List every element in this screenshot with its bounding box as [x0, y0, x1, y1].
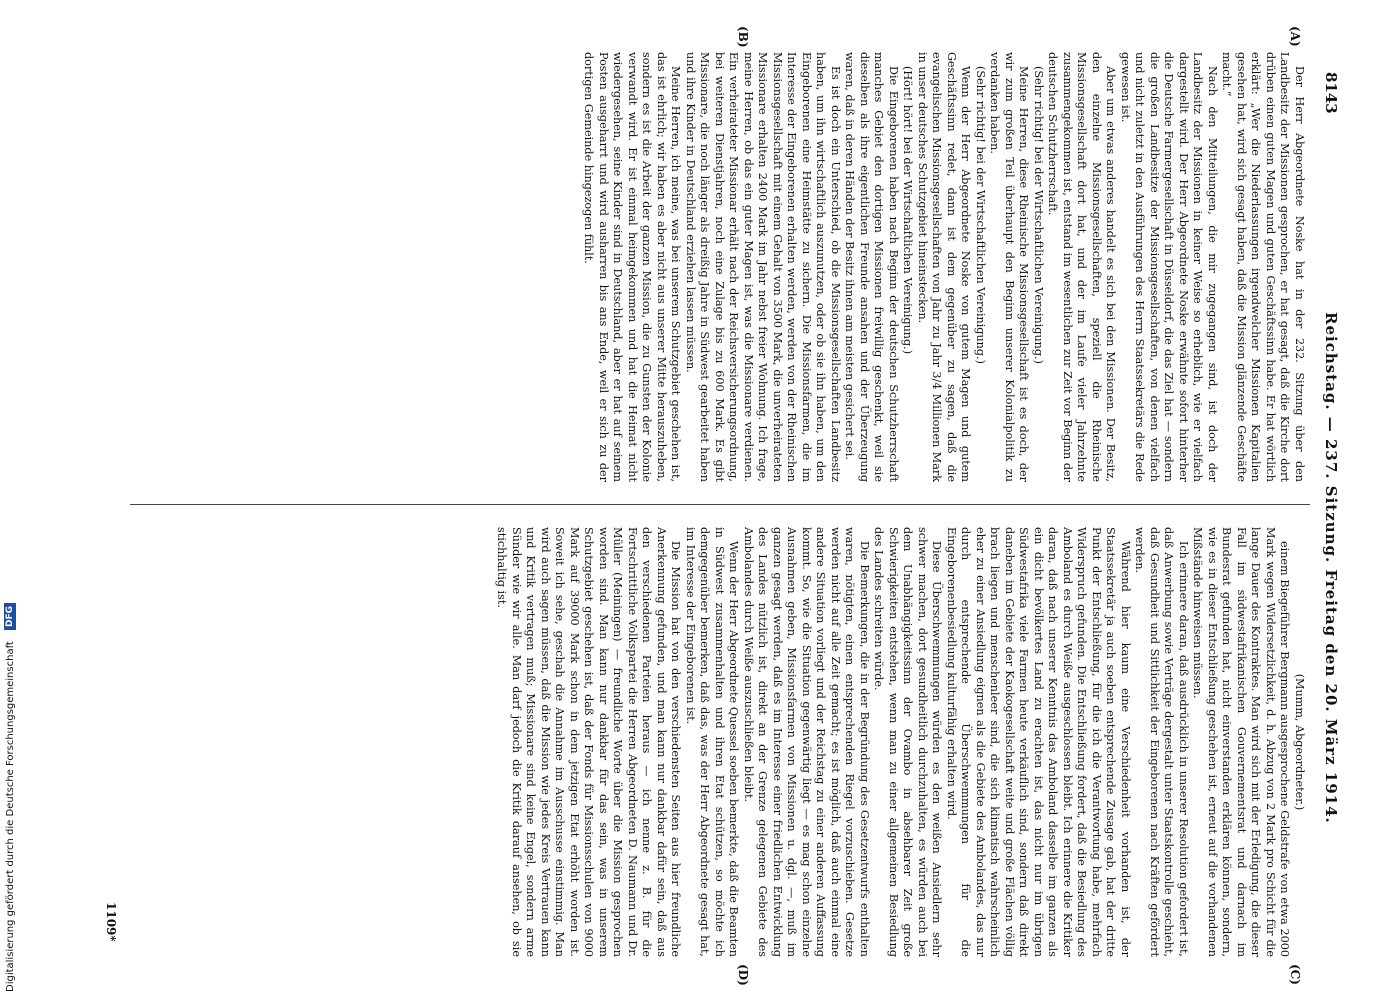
- paragraph: Diese Überschwemmungen würden es den weißen Ansiedlern sehr schwer machen, dort gesundheitlich durchzuhalten, es würden auch bei dem Unabhängigkeitssinn der Ovambo in absehbarer Zeit große Schwierigkeiten entstehen, wenn man zu einer allgemeinen Besiedlung des Landes schreiten würde.: [872, 527, 944, 957]
- paragraph: Wenn der Herr Abgeordnete Noske von gutem Magen und gutem Geschäftssinn redet, dann ist dem gegenüber zu sagen, daß die evangelischen Missionsgesellschaften von Jahr zu Jahr 3/4 Millionen Mark in unser deutsches Schutzgebiet hineinstecken.: [916, 52, 973, 482]
- sheet-number: 1109*: [104, 902, 118, 942]
- interjection: (Hört! hört! bei der Wirtschaftlichen Vereinigung.): [901, 66, 915, 355]
- paragraph: Die Bemerkungen, die in der Begründung des Gesetzentwurfs enthalten waren, nötigten, einen entsprechenden Riegel vorzuschieben. Gesetze werden nicht auf alle Zeit gemacht; es ist möglich, daß auch einmal eine andere Situation vorliegt und der Reichstag zu einer anderen Auffassung kommt. So, wie die Situation gegenwärtig liegt — es mag schon einzelne Ausnahmen geben, Missionsfarmen von Missionen u. dgl. —, muß im ganzen gesagt werden, daß es im Interesse einer friedlichen Entwicklung des Landes nützlich ist, direkt an der Grenze gelegenen Gebiete des Ambolandes durch Weiße auszuschließen bleibt.: [742, 527, 871, 957]
- margin-marker-c: (C): [1288, 964, 1302, 985]
- paragraph: einem Biegeführer Bergmann ausgesprochene Geldstrafe von etwa 2000 Mark wegen Widersetzlichkeit, d. h. Abzug von 2 Mark pro Schicht für die lange Dauer des Kontraktes. Man wird sich mit der Erledigung, die dieser Fall im südwestafrikanischen Gouvernementsrat und darnach im Bundesrat gefunden hat, nicht einverstanden erklären können, sondern, wie es in dieser Entschließung geschehen ist, erneut auf die vorhandenen Mißstände hinweisen müssen.: [1191, 527, 1292, 957]
- margin-marker-b: (B): [736, 26, 750, 48]
- paragraph: Wenn der Herr Abgeordnete Quessel soeben bemerkte, daß die Beamten in Südwest zusammenhalten und ihren Etat schützen, so möchte ich demgegenüber bemerken, daß das, was der Herr Abgeordnete gesagt hat, im Interesse der Eingeborenen ist.: [684, 527, 741, 957]
- interjection: (Sehr richtig! bei der Wirtschaftlichen Vereinigung.): [1032, 66, 1045, 364]
- paragraph: Meine Herren, diese Rheinische Missionsgesellschaft ist es doch, der wir zum großen Teil überhaupt den Beginn unserer Kolonialpolitik zu verdanken haben.: [988, 52, 1031, 482]
- credit-text: Digitalisierung gefördert durch die Deutsche Forschungsgemeinschaft: [5, 641, 16, 992]
- interjection: (Sehr richtig! bei der Wirtschaftlichen Vereinigung.): [974, 66, 987, 364]
- paragraph: Die Eingeborenen haben nach Beginn der deutschen Schutzherrschaft manches Gebiet den dortigen Missionen freiwillig geschenkt, weil sie dieselben als ihre eigentlichen Freunde ansahen und der Überzeugung waren, daß in deren Händen der Besitz ihnen am meisten gesichert sei.: [843, 52, 900, 482]
- paragraph: Der Herr Abgeordnete Noske hat in der 232. Sitzung über den Landbesitz der Missionen gesprochen, er hat gesagt, daß die Kirche dort drüben einen guten Magen und guten Geschäftssinn habe. Er hat wörtlich erklärt: „Wer die Niederlassungen irgendwelcher Missionen Kapitalien gesehen hat, wird sich gesagt haben, daß die Mission glänzende Geschäfte macht.“: [1220, 52, 1306, 482]
- dfg-logo: DFG: [4, 603, 16, 630]
- rotated-text-block: [80, 26, 1350, 986]
- paragraph: Ich erinnere daran, daß ausdrücklich in unserer Resolution gefordert ist, daß Anwerbung sowie Verträge dergestalt unter Staatskontrolle geschieht, daß Gesundheit und Sittlichkeit der Eingeborenen nach Kräften gefördert werden.: [1133, 527, 1190, 957]
- header-title: Reichstag. — 237. Sitzung. Freitag den 20. März 1914.: [1322, 312, 1340, 824]
- margin-marker-a: (A): [1288, 26, 1302, 47]
- paragraph: Aber um etwas anderes handelt es sich bei den Missionen. Der Besitz, den einzelne Missionsgesellschaften, speziell die Rheinische Missionsgesellschaft dort hat, und der im Laufe vieler Jahrzehnte zusammengekommen ist, entstand im wesentlichen zur Zeit vor Beginn der deutschen Schutzherrschaft.: [1046, 52, 1118, 482]
- paragraph: Die Mission hat von den verschiedensten Seiten aus hier freundliche Anerkennung gefunden, und man kann nur dankbar dafür sein, daß aus den verschiedenen Parteien heraus — ich nenne z. B. für die Fortschrittliche Volkspartei die Herren Abgeordneten D. Naumann und Dr. Müller (Meiningen) — freundliche Worte über die Mission gesprochen worden sind. Man kann nur dankbar für das sein, was in unserem Schutzgebiet geschehen ist, daß der Fonds für Missionsschulen von 9000 Mark auf 39000 Mark schon in dem jetzigen Etat erhöht worden ist. Soweit ich sehe, geschah die Annahme im Ausschusse einstimmig. Man wird auch sagen müssen, daß die Mission wie jedes Kreis Vertrauen kann und Kritik vertragen muß; Missionare sind keine Engel, sondern arme Sünder wie wir alle. Man darf jedoch die Kritik darauf ansehen, ob sie stichhaltig ist.: [495, 527, 683, 957]
- speaker-line: (Mumm, Abgeordneter.): [1293, 673, 1306, 811]
- paragraph: Während hier kaum eine Verschiedenheit vorhanden ist, der Staatssekretär ja auch soeben entsprechende Zusage gab, hat der dritte Punkt der Entschließung, für die ich die Verantwortung habe, mehrfach Widerspruch gefunden. Die Entschließung fordert, daß die Besiedlung des Amboland es durch Weiße ausgeschlossen bleibt. Ich erinnere die Kritiker daran, daß nach unserer Kenntnis das Amboland dasselbe im ganzen als ein dicht bevölkertes Land zu erachten ist, das nicht nur im übrigen Südwestafrika viele Farmen heute verkäuflich sind, sondern daß direkt daneben im Gebiete der Kaokogesellschaft weite und große Flächen völlig brach liegen und menschenleer sind, die sich klimatisch wahrscheinlich eher zu einer Ansiedlung eignen als die Gebiete des Ambolandes, das nur durch entsprechende Überschwemmungen für die Eingeborenenbesiedlung kulturfähig erhalten wird.: [945, 527, 1132, 957]
- text-column-right: [126, 527, 1306, 957]
- digitization-credit: [4, 12, 16, 992]
- paragraph: Meine Herren, ich meine, was bei unserem Schutzgebiet geschehen ist, das ist ehrlich; wir haben es aber nicht aus unserer Mitte herauszuheben, sondern es ist die Arbeit der ganzen Mission, die zu Gunsten der Kolonie verwandt wird. Er ist einmal heimgekommen und hat die Heimat nicht wiedergesehen, seine Kinder sind in Deutschland, aber er hat auf seinem Posten ausgeharrt und wird ausharren bis ans Ende, weil er sich zu der dortigen Gemeinde hingezogen fühlt.: [582, 52, 683, 482]
- column-divider: [130, 504, 1310, 505]
- text-column-left: [126, 52, 1306, 482]
- paragraph: Nach den Mitteilungen, die mir zugegangen sind, ist doch der Landbesitz der Missionen in keiner Weise so erheblich, wie er vielfach dargestellt wird. Der Herr Abgeordnete Noske erwähnte sofort hinterher die Deutsche Farmergesellschaft in Düsseldorf, die das Ziel hat — sondern die großen Landbesitze der Missionsgesellschaften, von denen vielfach und nicht zuletzt in den Ausführungen des Herrn Staatssekretärs die Rede gewesen ist.: [1119, 52, 1219, 482]
- margin-marker-d: (D): [736, 964, 750, 986]
- paragraph: Es ist doch ein Unterschied, ob die Missionsgesellschaften Landbesitz haben, um ihn wirtschaftlich auszunutzen, oder ob sie ihn haben, um den Eingeborenen eine Heimstätte zu sichern. Die Missionsfarmen, die im Interesse der Eingeborenen erhalten werden, werden von der Rheinischen Missionsgesellschaft mit einem Gehalt von 3500 Mark, die unverheirateten Missionare erhalten 2400 Mark im Jahr nebst freier Wohnung. Ich frage, meine Herren, ob das ein guter Magen ist, was die Missionare verdienen. Ein verheirateter Missionar erhält nach der Reichsversicherungsordnung, bei weiteren Dienstjahren, noch eine Zulage bis zu 600 Mark. Es gibt Missionare, die noch länger als dreißig Jahre in Südwest gearbeitet haben und ihre Kinder in Deutschland erziehen lassen müssen.: [684, 52, 842, 482]
- page-number: 8143: [1322, 72, 1340, 114]
- page-header: [1314, 52, 1350, 972]
